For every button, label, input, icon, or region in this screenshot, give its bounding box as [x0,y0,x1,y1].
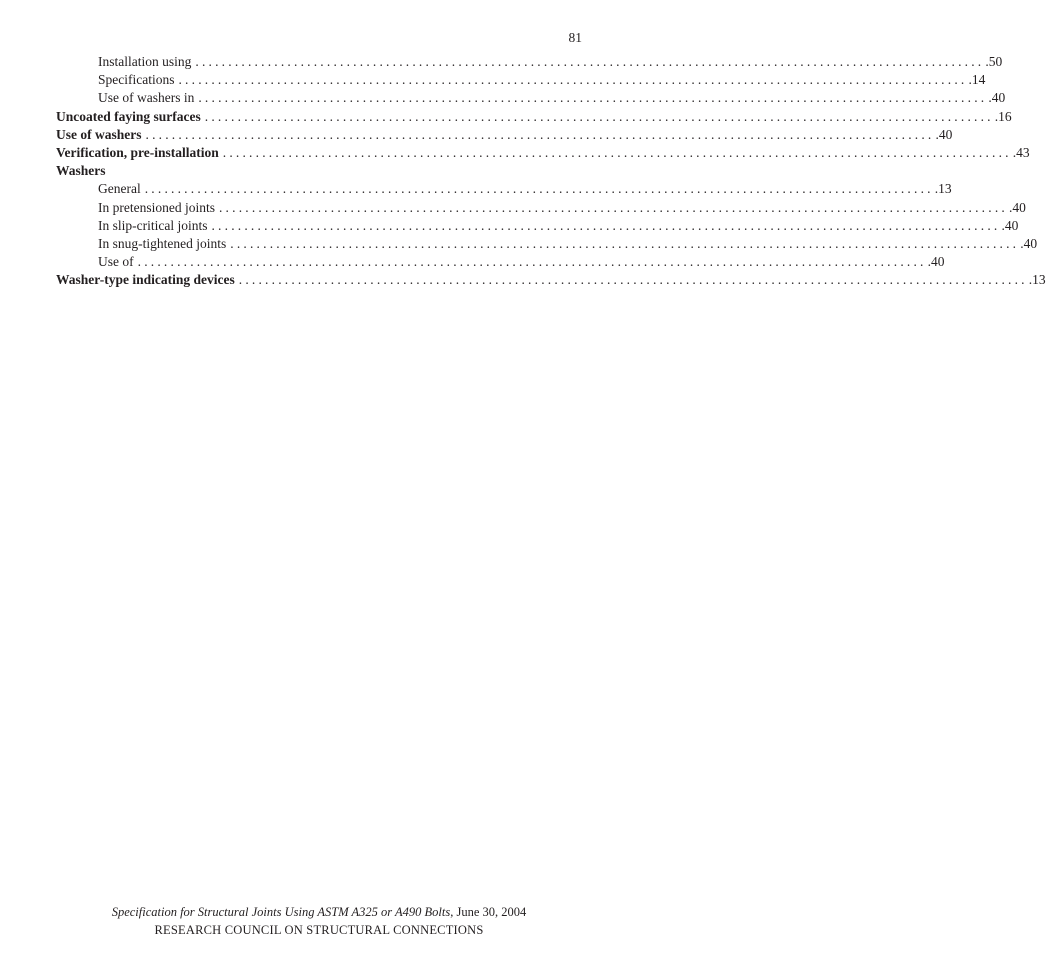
footer-title-italic: Specification for Structural Joints Using ASTM A325 or A490 Bolts [111,905,451,919]
index-entry [56,53,1003,71]
index-entry [56,108,1012,126]
index-entry [56,71,986,89]
index-term: Specifications [98,72,175,88]
index-term: General [98,181,141,197]
index-entry [56,180,952,198]
index-entry [56,253,945,271]
index-entry [56,235,1038,253]
index-page-ref: .40 [1001,217,1019,233]
index-page-ref: .40 [1008,199,1026,215]
index-page-ref: .40 [935,126,953,142]
index-page-ref: .14 [968,72,986,88]
index-term: In pretensioned joints [98,199,215,215]
index-term: Uncoated faying surfaces [56,108,201,124]
dot-leader: ........................................................................................................................ [238,272,1028,288]
dot-leader: ........................................................................................................................ [218,199,1008,215]
index-term: Verification, pre-installation [56,144,219,160]
index-term: In snug-tightened joints [98,235,227,251]
index-page-ref: .13 [1028,272,1046,288]
index-entry [56,126,953,144]
dot-leader: ........................................................................................................................ [204,108,994,124]
index-term: Use of washers [56,126,142,142]
index-page-ref: .13 [934,181,952,197]
index-entry [56,217,1019,235]
footer-document-title [0,905,638,920]
index-term: Use of washers in [98,90,195,106]
index-term: Washer-type indicating devices [56,272,235,288]
dot-leader: ........................................................................................................................ [195,54,985,69]
dot-leader: ........................................................................................................................ [230,235,1020,251]
dot-leader: ........................................................................................................................ [178,72,968,88]
index-entry [56,144,1030,162]
index-page-ref: .50 [985,54,1003,69]
dot-leader: ........................................................................................................................ [145,126,935,142]
dot-leader: ........................................................................................................................ [198,90,988,106]
dot-leader: ........................................................................................................................ [211,217,1001,233]
index-entry [56,199,1026,217]
index-entry [56,162,574,180]
dot-leader: ........................................................................................................................ [144,181,934,197]
index-entry [56,89,1006,107]
index-page-ref: .40 [927,254,945,270]
index-term: Use of [98,254,134,270]
dot-leader: ........................................................................................................................ [137,254,927,270]
footer-organization: RESEARCH COUNCIL ON STRUCTURAL CONNECTIONS [154,923,484,937]
dot-leader: ........................................................................................................................ [222,144,1012,160]
index-term: In slip-critical joints [98,217,208,233]
index-page-ref: .40 [1020,235,1038,251]
footer-title-date: , June 30, 2004 [450,905,527,919]
index-term: Installation using [98,54,192,69]
index-term: Washers [56,163,106,179]
index-list [56,53,1046,289]
index-page-ref: .43 [1012,144,1030,160]
index-page-ref: .40 [988,90,1006,106]
index-page-ref: .16 [994,108,1012,124]
index-entry [56,271,1046,289]
page-number: 81 [568,30,582,45]
